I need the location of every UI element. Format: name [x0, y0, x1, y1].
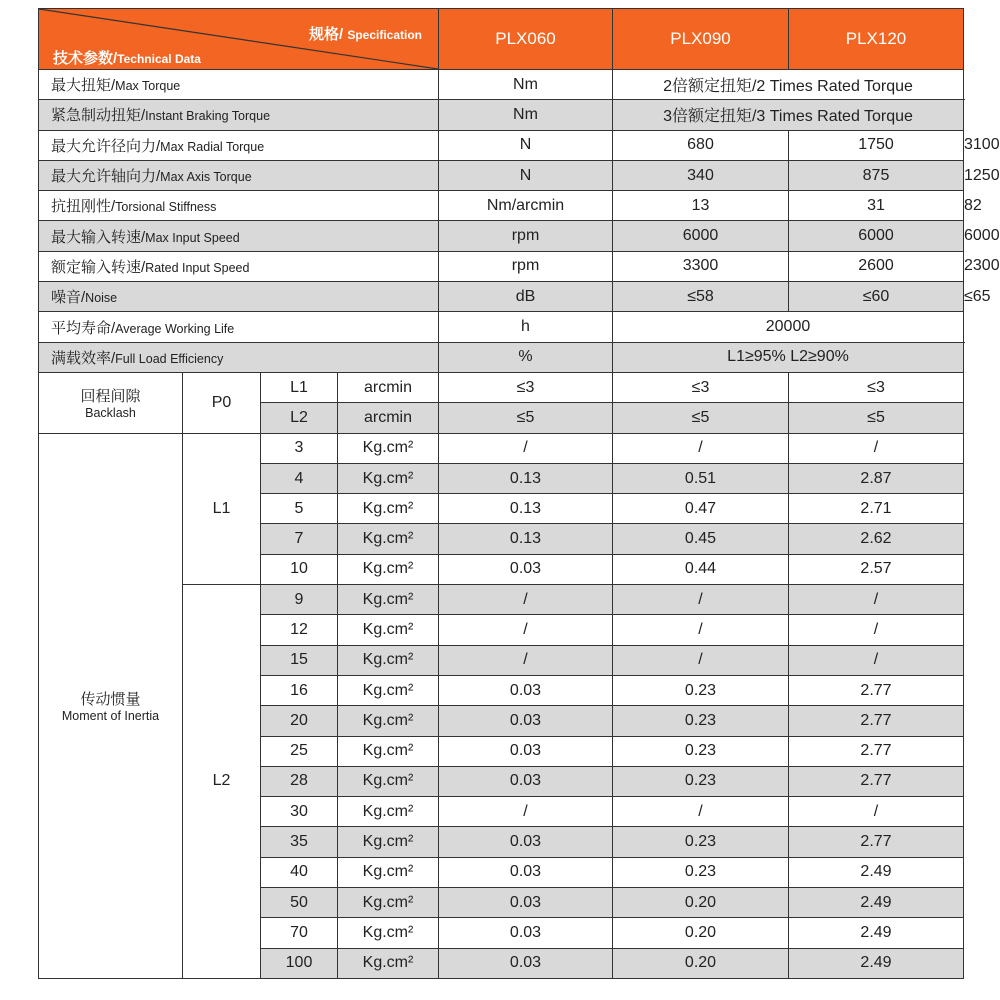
table-row	[39, 342, 964, 372]
model-header: PLX060	[439, 9, 613, 70]
value-cell: /	[789, 615, 964, 645]
value-cell: 0.20	[613, 888, 789, 918]
value-cell: 0.23	[613, 706, 789, 736]
group-cell: L2	[183, 585, 261, 979]
unit-cell: Kg.cm²	[338, 494, 439, 524]
unit-cell: Nm	[439, 100, 613, 130]
label-cn: 紧急制动扭矩/	[51, 107, 146, 125]
unit-cell: h	[439, 312, 613, 342]
label-cn: 抗扭刚性/	[51, 198, 116, 216]
param-label	[39, 100, 439, 130]
value-cell: 340	[613, 160, 789, 190]
value-cell: 0.03	[439, 554, 613, 584]
spec-label: 规格/ Specification	[308, 26, 422, 43]
value-cell: /	[789, 585, 964, 615]
merged-value-cell: 3倍额定扭矩/3 Times Rated Torque	[613, 100, 964, 130]
value-cell: 6000	[789, 221, 964, 251]
unit-cell: Kg.cm²	[338, 827, 439, 857]
table-row: 最大输入转速/Max Input Speed rpm 6000 6000 6000	[39, 221, 964, 251]
label-en: Full Load Efficiency	[115, 351, 224, 366]
unit-cell: Kg.cm²	[338, 706, 439, 736]
unit-cell: Kg.cm²	[338, 524, 439, 554]
ratio-cell: 7	[261, 524, 338, 554]
value-cell: ≤60	[789, 282, 964, 312]
unit-cell: Kg.cm²	[338, 675, 439, 705]
model-header: PLX120	[789, 9, 964, 70]
value-cell: 1750	[789, 130, 964, 160]
unit-cell: Kg.cm²	[338, 585, 439, 615]
unit-cell: Kg.cm²	[338, 554, 439, 584]
backlash-label	[39, 372, 183, 433]
table-row: 噪音/Noise dB ≤58 ≤60 ≤65	[39, 282, 964, 312]
label-en: Max Input Speed	[145, 230, 240, 245]
label-en: Average Working Life	[115, 321, 235, 336]
table-row	[39, 372, 964, 402]
value-cell: 0.51	[613, 463, 789, 493]
ratio-cell: 12	[261, 615, 338, 645]
value-cell: 0.23	[613, 857, 789, 887]
value-cell: ≤5	[789, 403, 964, 433]
unit-cell: rpm	[439, 221, 613, 251]
table-row: 最大允许径向力/Max Radial Torque N 680 1750 3100	[39, 130, 964, 160]
inertia-label	[39, 433, 183, 978]
value-cell: 13	[613, 191, 789, 221]
merged-value-cell: 2倍额定扭矩/2 Times Rated Torque	[613, 70, 964, 100]
value-cell: 2.62	[789, 524, 964, 554]
tech-data-label: 技术参数/Technical Data	[53, 50, 201, 67]
label-en: Noise	[85, 291, 118, 306]
value-cell: /	[789, 433, 964, 463]
table-row	[39, 312, 964, 342]
ratio-cell: 3	[261, 433, 338, 463]
unit-cell: Nm	[439, 70, 613, 100]
value-cell: 2.77	[789, 766, 964, 796]
unit-cell: Kg.cm²	[338, 888, 439, 918]
param-label	[39, 221, 439, 251]
sub-cell: L2	[261, 403, 338, 433]
label-cn: 最大允许径向力/	[51, 137, 161, 155]
merged-value-cell: L1≥95% L2≥90%	[613, 342, 964, 372]
ratio-cell: 9	[261, 585, 338, 615]
value-cell: ≤3	[439, 372, 613, 402]
value-cell: /	[613, 585, 789, 615]
ratio-cell: 70	[261, 918, 338, 948]
value-cell: 2.87	[789, 463, 964, 493]
value-cell: 0.13	[439, 463, 613, 493]
value-cell: 0.03	[439, 857, 613, 887]
param-label	[39, 342, 439, 372]
ratio-cell: 100	[261, 948, 338, 978]
unit-cell: Kg.cm²	[338, 433, 439, 463]
table-row: 抗扭刚性/Torsional Stiffness Nm/arcmin 13 31 82	[39, 191, 964, 221]
value-cell: 0.23	[613, 736, 789, 766]
unit-cell: Kg.cm²	[338, 736, 439, 766]
value-cell: 680	[613, 130, 789, 160]
value-cell: 2.71	[789, 494, 964, 524]
value-cell: 0.03	[439, 675, 613, 705]
value-cell: /	[439, 645, 613, 675]
param-label	[39, 70, 439, 100]
value-cell: 2.77	[789, 675, 964, 705]
ratio-cell: 40	[261, 857, 338, 887]
spec-table	[38, 8, 1000, 979]
ratio-cell: 50	[261, 888, 338, 918]
unit-cell: Kg.cm²	[338, 615, 439, 645]
value-cell: /	[613, 797, 789, 827]
label-cn: 噪音/	[51, 289, 86, 307]
label-en: Max Torque	[115, 79, 181, 94]
table-row: 额定输入转速/Rated Input Speed rpm 3300 2600 2300	[39, 251, 964, 281]
value-cell: 875	[789, 160, 964, 190]
label-en: Max Axis Torque	[160, 170, 252, 185]
value-cell: 0.23	[613, 827, 789, 857]
unit-cell: Kg.cm²	[338, 797, 439, 827]
value-cell: /	[439, 585, 613, 615]
ratio-cell: 35	[261, 827, 338, 857]
unit-cell: %	[439, 342, 613, 372]
label-cn: 最大扭矩/	[51, 77, 116, 95]
value-cell: 0.03	[439, 918, 613, 948]
value-cell: 0.03	[439, 948, 613, 978]
value-cell: 6000	[613, 221, 789, 251]
ratio-cell: 10	[261, 554, 338, 584]
value-cell: /	[789, 645, 964, 675]
param-label	[39, 130, 439, 160]
header-diagonal-cell	[39, 9, 439, 70]
value-cell: /	[439, 615, 613, 645]
table-row	[39, 433, 964, 463]
value-cell: 2.77	[789, 827, 964, 857]
value-cell: /	[613, 645, 789, 675]
unit-cell: rpm	[439, 251, 613, 281]
value-cell: 0.03	[439, 766, 613, 796]
label-cn: 回程间隙	[80, 388, 141, 406]
table-body	[39, 70, 1000, 979]
value-cell: 0.13	[439, 524, 613, 554]
unit-cell: Kg.cm²	[338, 766, 439, 796]
unit-cell: Nm/arcmin	[439, 191, 613, 221]
label-en: Instant Braking Torque	[145, 109, 271, 124]
value-cell: 2.77	[789, 736, 964, 766]
group-cell: L1	[183, 433, 261, 584]
label-en: Moment of Inertia	[61, 709, 160, 724]
unit-cell: N	[439, 130, 613, 160]
value-cell: 2.49	[789, 888, 964, 918]
label-cn: 传动惯量	[80, 691, 141, 709]
label-cn: 额定输入转速/	[51, 258, 146, 276]
param-label	[39, 251, 439, 281]
value-cell: ≤5	[613, 403, 789, 433]
label-cn: 最大输入转速/	[51, 228, 146, 246]
value-cell: 3300	[613, 251, 789, 281]
ratio-cell: 25	[261, 736, 338, 766]
label-en: Max Radial Torque	[160, 139, 265, 154]
value-cell: 2.49	[789, 857, 964, 887]
param-label	[39, 191, 439, 221]
ratio-cell: 4	[261, 463, 338, 493]
unit-cell: Kg.cm²	[338, 948, 439, 978]
label-en: Rated Input Speed	[145, 260, 250, 275]
value-cell: ≤58	[613, 282, 789, 312]
value-cell: /	[613, 433, 789, 463]
value-cell: /	[613, 615, 789, 645]
value-cell: ≤5	[439, 403, 613, 433]
header-row	[39, 9, 964, 70]
param-label	[39, 160, 439, 190]
table-row: 最大允许轴向力/Max Axis Torque N 340 875 1250	[39, 160, 964, 190]
label-en: Backlash	[85, 406, 136, 421]
ratio-cell: 28	[261, 766, 338, 796]
value-cell: 0.23	[613, 675, 789, 705]
value-cell: 2.57	[789, 554, 964, 584]
sub-cell: L1	[261, 372, 338, 402]
unit-cell: Kg.cm²	[338, 645, 439, 675]
value-cell: 0.20	[613, 918, 789, 948]
unit-cell: arcmin	[338, 372, 439, 402]
value-cell: 0.47	[613, 494, 789, 524]
table-row	[39, 100, 964, 130]
label-en: Torsional Stiffness	[115, 200, 217, 215]
value-cell: 0.03	[439, 827, 613, 857]
unit-cell: Kg.cm²	[338, 918, 439, 948]
table-row	[39, 70, 964, 100]
unit-cell: arcmin	[338, 403, 439, 433]
value-cell: ≤3	[789, 372, 964, 402]
value-cell: 2.49	[789, 948, 964, 978]
ratio-cell: 16	[261, 675, 338, 705]
value-cell: 0.13	[439, 494, 613, 524]
value-cell: 2600	[789, 251, 964, 281]
merged-value-cell: 20000	[613, 312, 964, 342]
value-cell: 0.45	[613, 524, 789, 554]
unit-cell: Kg.cm²	[338, 857, 439, 887]
value-cell: /	[439, 797, 613, 827]
value-cell: 0.03	[439, 736, 613, 766]
value-cell: 31	[789, 191, 964, 221]
value-cell: 0.44	[613, 554, 789, 584]
ratio-cell: 20	[261, 706, 338, 736]
value-cell: 0.23	[613, 766, 789, 796]
unit-cell: dB	[439, 282, 613, 312]
model-header: PLX090	[613, 9, 789, 70]
unit-cell: Kg.cm²	[338, 463, 439, 493]
label-cn: 平均寿命/	[51, 319, 116, 337]
unit-cell: N	[439, 160, 613, 190]
param-label	[39, 312, 439, 342]
label-cn: 最大允许轴向力/	[51, 168, 161, 186]
value-cell: 0.20	[613, 948, 789, 978]
group-cell: P0	[183, 372, 261, 433]
ratio-cell: 15	[261, 645, 338, 675]
value-cell: 2.77	[789, 706, 964, 736]
ratio-cell: 30	[261, 797, 338, 827]
value-cell: 2.49	[789, 918, 964, 948]
ratio-cell: 5	[261, 494, 338, 524]
label-cn: 满载效率/	[51, 349, 116, 367]
value-cell: /	[789, 797, 964, 827]
value-cell: 0.03	[439, 706, 613, 736]
value-cell: 0.03	[439, 888, 613, 918]
value-cell: /	[439, 433, 613, 463]
value-cell: ≤3	[613, 372, 789, 402]
param-label	[39, 282, 439, 312]
